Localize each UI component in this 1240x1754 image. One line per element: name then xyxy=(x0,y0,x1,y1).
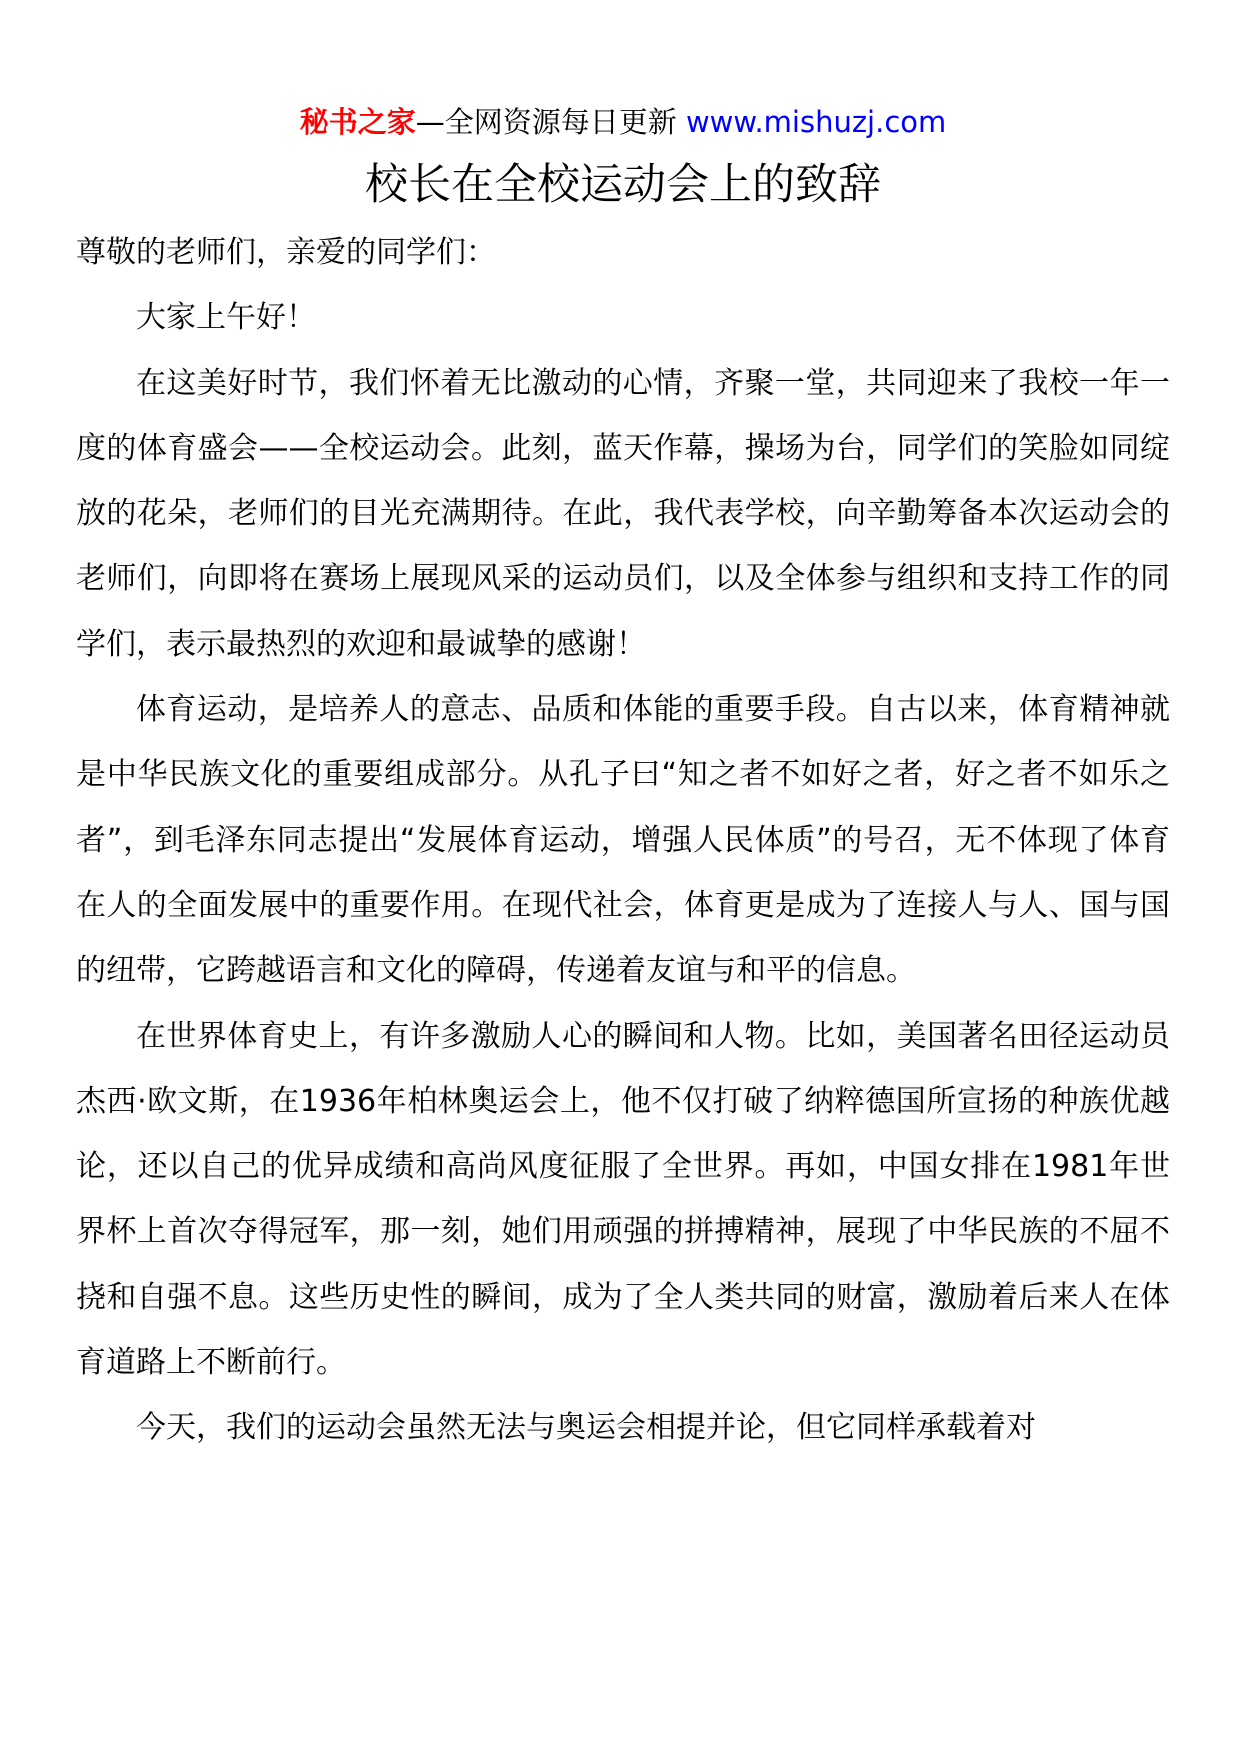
site-header xyxy=(76,96,1170,148)
salutation: 尊敬的老师们，亲爱的同学们： xyxy=(76,235,496,270)
paragraph-sports-meaning: 体育运动，是培养人的意志、品质和体能的重要手段。自古以来，体育精神就是中华民族文化的重要组成部分。从孔子曰“知之者不如好之者，好之者不如乐之者”，到毛泽东同志提出“发展体育运动，增强人民体质”的号召，无不体现了体育在人的全面发展中的重要作用。在现代社会，体育更是成为了连接人与人、国与国的纽带，它跨越语言和文化的障碍，传递着友谊与和平的信息。 xyxy=(76,692,1170,989)
paragraph-sports-history: 在世界体育史上，有许多激励人心的瞬间和人物。比如，美国著名田径运动员杰西·欧文斯，在1936年柏林奥运会上，他不仅打破了纳粹德国所宣扬的种族优越论，还以自己的优异成绩和高尚风度征服了全世界。再如，中国女排在1981年世界杯上首次夺得冠军，那一刻，她们用顽强的拼搏精神，展现了中华民族的不屈不挠和自强不息。这些历史性的瞬间，成为了全人类共同的财富，激励着后来人在体育道路上不断前行。 xyxy=(76,1018,1170,1381)
paragraph-today: 今天，我们的运动会虽然无法与奥运会相提并论，但它同样承载着对 xyxy=(136,1410,1036,1446)
paragraph-greeting: 大家上午好！ xyxy=(136,300,316,336)
site-url-link[interactable]: www.mishuzj.com xyxy=(685,105,947,139)
paragraph-welcome: 在这美好时节，我们怀着无比激动的心情，齐聚一堂，共同迎来了我校一年一度的体育盛会——全校运动会。此刻，蓝天作幕，操场为台，同学们的笑脸如同绽放的花朵，老师们的目光充满期待。在此，我代表学校，向辛勤筹备本次运动会的老师们，向即将在赛场上展现风采的运动员们，以及全体参与组织和支持工作的同学们，表示最热烈的欢迎和最诚挚的感谢！ xyxy=(76,365,1170,662)
document-body xyxy=(76,220,1170,1461)
header-tagline: —全网资源每日更新 xyxy=(415,105,677,139)
brand-name: 秘书之家 xyxy=(299,105,416,139)
document-title: 校长在全校运动会上的致辞 xyxy=(365,160,881,210)
